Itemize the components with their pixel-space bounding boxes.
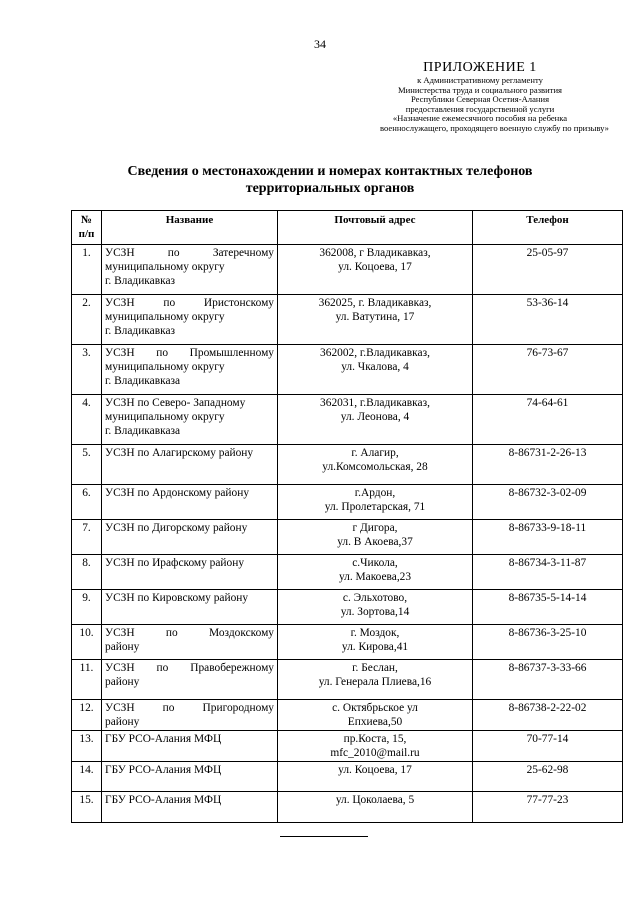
table-row [72,445,623,485]
office-address-line: 362002, г.Владикавказ, [320,347,430,359]
office-name [102,295,278,345]
office-name [102,792,278,823]
office-name-line: г. Владикавказ [105,325,176,337]
office-address-line: 362025, г. Владикавказ, [318,297,432,309]
office-name-line: УСЗН по Иристонскому [105,297,274,309]
appendix-line: Республики Северная Осетия-Алания [410,94,550,105]
office-name [102,625,278,660]
offices-table [71,210,623,823]
office-name-line: УСЗН по Алагирскому району [105,447,254,459]
header-number-abbr: п/п [78,228,95,240]
table-header-row [72,211,623,245]
office-address-line: г. Беслан, [352,662,398,674]
office-address [278,520,473,555]
office-phone: 8-86731-2-26-13 [473,445,623,485]
office-address-line: с. Октябрьское ул [332,702,418,714]
office-phone: 74-64-61 [473,395,623,445]
table-row [72,485,623,520]
office-phone: 8-86737-3-33-66 [473,660,623,700]
office-address [278,295,473,345]
table-row [72,700,623,731]
office-address [278,731,473,762]
office-phone: 8-86733-9-18-11 [473,520,623,555]
office-name-line: УСЗН по Кировскому району [105,592,249,604]
row-number: 15. [72,792,102,823]
office-phone: 8-86735-5-14-14 [473,590,623,625]
appendix-block [380,60,609,134]
office-name-line: УСЗН по Моздокскому [105,627,274,639]
table-row [72,520,623,555]
row-number: 12. [72,700,102,731]
office-address-line: ул. Зортова,14 [340,606,410,618]
footer-line [280,836,368,837]
table-row [72,395,623,445]
row-number: 5. [72,445,102,485]
office-name [102,660,278,700]
office-name-line: УСЗН по Северо- Западному [105,397,246,409]
appendix-line: к Административному регламенту [417,75,543,85]
office-address-line: ул. Генерала Плиева,16 [318,676,432,688]
appendix-line: предоставления государственной услуги [405,103,555,114]
row-number: 2. [72,295,102,345]
office-name-line: г. Владикавказа [105,375,181,387]
row-number: 7. [72,520,102,555]
office-address-line: с. Эльхотово, [342,592,408,604]
header-number-symbol: № [80,214,93,226]
table-row [72,295,623,345]
office-address-line: ул. Ватутина, 17 [335,311,415,323]
row-number: 3. [72,345,102,395]
office-address-line: Епхиева,50 [347,716,403,728]
office-name-line: муниципальному округу [105,411,225,423]
office-phone: 76-73-67 [473,345,623,395]
office-phone: 25-62-98 [473,762,623,792]
row-number: 14. [72,762,102,792]
office-name-line: муниципальному округу [105,261,225,273]
office-name [102,700,278,731]
office-address [278,590,473,625]
office-address [278,700,473,731]
row-number: 9. [72,590,102,625]
row-number: 10. [72,625,102,660]
office-address-line: ул. Цоколаева, 5 [335,794,415,806]
office-phone: 8-86734-3-11-87 [473,555,623,590]
heading-line-2: территориальных органов [245,181,415,196]
office-address-line: 362031, г.Владикавказ, [320,397,430,409]
office-phone: 25-05-97 [473,245,623,295]
table-row [72,555,623,590]
table-row [72,345,623,395]
office-name [102,345,278,395]
row-number: 4. [72,395,102,445]
office-name-line: району [105,716,140,728]
table-row [72,731,623,762]
office-name-line: ГБУ РСО-Алания МФЦ [105,794,222,806]
office-name [102,590,278,625]
office-address-line: г.Ардон, [354,487,396,499]
header-phone: Телефон [473,211,623,245]
office-name [102,245,278,295]
office-phone: 53-36-14 [473,295,623,345]
office-phone: 70-77-14 [473,731,623,762]
office-name-line: УСЗН по Правобережному [105,662,274,674]
appendix-line: военнослужащего, проходящего военную службу по призыву» [380,122,609,133]
office-address [278,762,473,792]
office-name [102,731,278,762]
office-name [102,762,278,792]
office-name-line: ГБУ РСО-Алания МФЦ [105,733,222,745]
office-phone: 8-86732-3-02-09 [473,485,623,520]
table-row [72,660,623,700]
office-address-line: ул. В Акоева,37 [337,536,413,548]
office-name-line: УСЗН по Ардонскому району [105,487,250,499]
office-address-line: с.Чикола, [352,557,398,569]
office-name [102,485,278,520]
office-address-line: mfc_2010@mail.ru [330,747,420,759]
office-name [102,395,278,445]
office-address [278,625,473,660]
office-name-line: муниципальному округу [105,311,225,323]
office-address [278,395,473,445]
office-name-line: муниципальному округу [105,361,225,373]
office-address-line: ул. Кирова,41 [341,641,409,653]
appendix-line: Министерства труда и социального развития [397,84,562,95]
office-name-line: УСЗН по Затеречному [105,247,274,259]
office-name-line: району [105,641,140,653]
office-address [278,485,473,520]
office-name-line: г. Владикавказа [105,425,181,437]
office-name [102,445,278,485]
appendix-line: «Назначение ежемесячного пособия на ребенка [392,113,568,124]
office-address-line: г. Алагир, [351,447,399,459]
office-address-line: г. Моздок, [350,627,400,639]
header-number [72,211,102,245]
header-name: Название [102,211,278,245]
office-phone: 8-86738-2-22-02 [473,700,623,731]
table-row [72,762,623,792]
office-address-line: ул. Леонова, 4 [340,411,410,423]
office-address [278,245,473,295]
office-address-line: пр.Коста, 15, [343,733,407,745]
office-address-line: ул. Макоева,23 [338,571,412,583]
header-address: Почтовый адрес [278,211,473,245]
office-name-line: району [105,676,140,688]
office-name [102,555,278,590]
office-name [102,520,278,555]
page-number: 34 [314,37,326,51]
heading-line-1: Сведения о местонахождении и номерах контактных телефонов [127,164,533,179]
office-address-line: 362008, г Владикавказ, [319,247,431,259]
table-row [72,590,623,625]
table-row [72,625,623,660]
office-address [278,555,473,590]
office-address [278,345,473,395]
office-name-line: УСЗН по Пригородному [105,702,274,714]
row-number: 13. [72,731,102,762]
document-heading [60,163,600,197]
office-address-line: ул. Пролетарская, 71 [324,501,426,513]
office-name-line: УСЗН по Промышленному [105,347,274,359]
office-address [278,660,473,700]
row-number: 8. [72,555,102,590]
row-number: 1. [72,245,102,295]
row-number: 11. [72,660,102,700]
table-row [72,792,623,823]
appendix-title: ПРИЛОЖЕНИЕ 1 [423,60,537,75]
office-address-line: ул. Коцоева, 17 [338,261,412,273]
table-row [72,245,623,295]
office-phone: 77-77-23 [473,792,623,823]
office-name-line: УСЗН по Дигорскому району [105,522,248,534]
office-name-line: УСЗН по Ирафскому району [105,557,245,569]
office-name-line: ГБУ РСО-Алания МФЦ [105,764,222,776]
office-address-line: ул.Комсомольская, 28 [322,461,428,473]
office-address-line: г Дигора, [352,522,398,534]
office-address-line: ул. Коцоева, 17 [338,764,412,776]
office-phone: 8-86736-3-25-10 [473,625,623,660]
office-address [278,445,473,485]
office-name-line: г. Владикавказ [105,275,176,287]
office-address [278,792,473,823]
office-address-line: ул. Чкалова, 4 [341,361,409,373]
row-number: 6. [72,485,102,520]
